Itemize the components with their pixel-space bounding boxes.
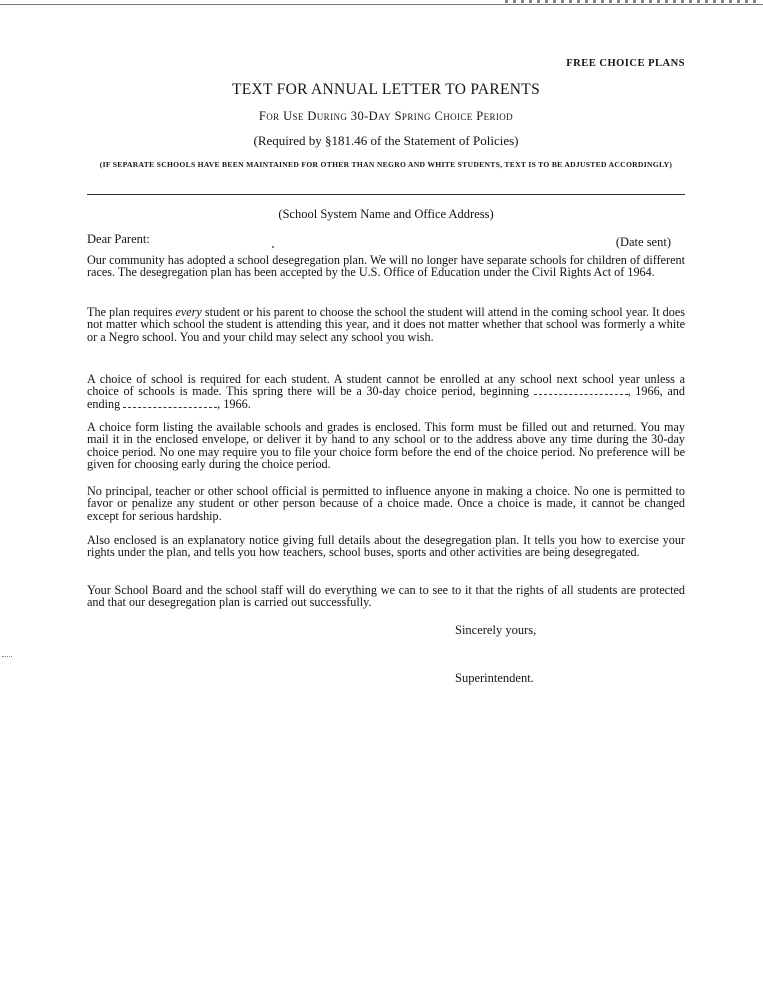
paragraph-3 (87, 373, 685, 410)
emphasis-every: every (175, 305, 202, 319)
margin-mark (2, 656, 12, 657)
ink-speck (272, 246, 274, 248)
paragraph-2 (87, 306, 685, 343)
paragraph-3-end: , 1966. (217, 396, 251, 411)
paragraph-3-start: A choice of school is required for each student. A student cannot be enrolled at any school next school year unless a choice of schools is made. This spring there will be a 30-day choice period, beginning (87, 372, 685, 399)
top-border-line (0, 4, 763, 5)
paragraph-3-middle: , 1966, and ending (87, 384, 685, 411)
paragraph-1: Our community has adopted a school desegregation plan. We will no longer have separate schools for children of different races. The desegregation plan has been accepted by the U.S. Office of Education under the Civil Rights Act of 1964. (87, 253, 685, 280)
paragraph-5: No principal, teacher or other school official is permitted to influence anyone in making a choice. No one is permitted to favor or penalize any student or other person because of a choice made. Once a choice is made, it cannot be changed except for serious hardship. (87, 484, 685, 523)
office-address-placeholder: (School System Name and Office Address) (278, 207, 494, 221)
top-dotted-mark (505, 0, 760, 3)
paragraph-4: A choice form listing the available schools and grades is enclosed. This form must be filled out and returned. You may mail it in the enclosed envelope, or deliver it by hand to any school or to the address above any time during the 30-day choice period. No one may require you to file your choice form before the end of the choice period. No preference will be given for choosing early during the choice period. (87, 420, 685, 472)
policy-reference: (Required by §181.46 of the Statement of Policies) (253, 133, 519, 148)
horizontal-rule (87, 194, 685, 195)
signature-line: Superintendent. (455, 671, 534, 685)
paragraph-2-start: The plan requires (87, 305, 176, 319)
document-subtitle: For Use During 30-Day Spring Choice Period (258, 109, 514, 123)
paragraph-2-rest: student or his parent to choose the school the student will attend in the coming school year. It does not matter which school the student is attending this year, and it does not matter whether that school was formerly a white or a Negro school. You and your child may select any school you wish. (87, 305, 685, 344)
document-title: TEXT FOR ANNUAL LETTER TO PARENTS (231, 81, 540, 98)
salutation: Dear Parent: (87, 232, 150, 246)
closing: Sincerely yours, (455, 623, 537, 637)
paragraph-7: Your School Board and the school staff will do everything we can to see to it that the rights of all students are protected and that our desegregation plan is carried out successfully. (87, 583, 685, 610)
adjustment-note: (IF SEPARATE SCHOOLS HAVE BEEN MAINTAINED FOR OTHER THAN NEGRO AND WHITE STUDENTS, TEXT IS TO BE ADJUSTED ACCORDINGLY) (99, 160, 673, 169)
running-header: FREE CHOICE PLANS (566, 58, 685, 69)
begin-date-blank (534, 386, 628, 395)
end-date-blank (123, 399, 217, 408)
date-sent-placeholder: (Date sent) (615, 235, 671, 249)
paragraph-6: Also enclosed is an explanatory notice giving full details about the desegregation plan. It tells you how to exercise your rights under the plan, and tells you how teachers, school buses, sports and other activities are being desegregated. (87, 533, 685, 560)
